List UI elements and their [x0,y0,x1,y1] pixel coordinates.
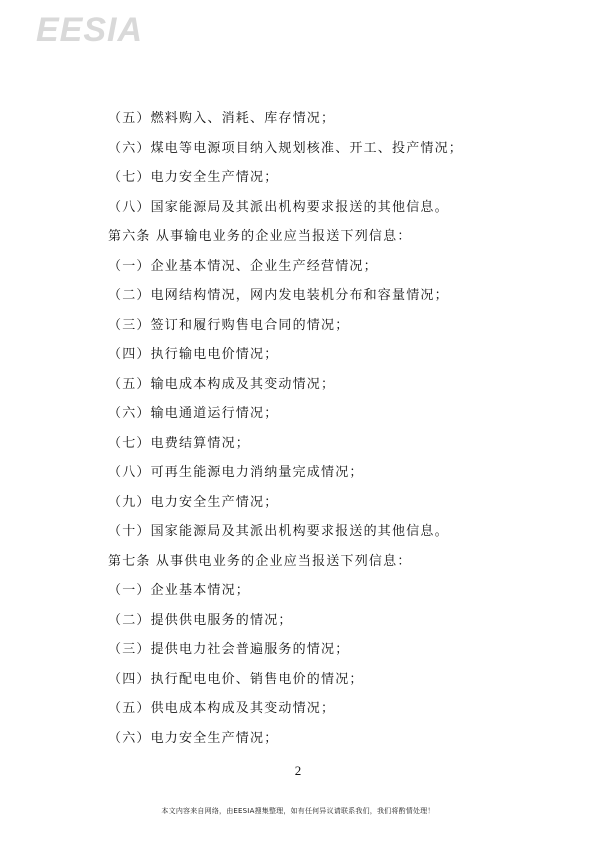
article-heading: 第六条 从事输电业务的企业应当报送下列信息： [108,229,412,244]
clause-line: （五）输电成本构成及其变动情况； [108,376,336,392]
clause-line: （六）输电通道运行情况； [108,406,279,421]
article-heading: 第七条 从事供电业务的企业应当报送下列信息： [108,553,412,569]
clause-line: （三）签订和履行购售电合同的情况； [108,317,350,333]
clause-line: （二）电网结构情况，网内发电装机分布和容量情况； [108,288,449,303]
clause-line: （七）电力安全生产情况； [108,170,279,185]
clause-line: （一）企业基本情况； [108,583,251,598]
clause-line: （六）煤电等电源项目纳入规划核准、开工、投产情况； [108,140,464,156]
clause-line: （十）国家能源局及其派出机构要求报送的其他信息。 [108,524,449,539]
clause-line: （九）电力安全生产情况； [108,494,279,510]
footer-disclaimer: 本文内容来自网络，由EESIA搜集整理，如有任何异议请联系我们，我们将酌情处理！ [161,807,435,815]
clause-line: （八）国家能源局及其派出机构要求报送的其他信息。 [108,199,449,215]
clause-line: （二）提供供电服务的情况； [108,612,293,628]
clause-line: （八）可再生能源电力消纳量完成情况； [108,465,364,480]
eesia-logo: EESIA [36,11,144,49]
clause-line: （一）企业基本情况、企业生产经营情况； [108,258,378,274]
clause-line: （四）执行配电电价、销售电价的情况； [108,671,364,687]
document-body [108,104,568,753]
page-number: 2 [294,763,302,778]
clause-line: （五）燃料购入、消耗、库存情况； [108,111,336,126]
clause-line: （三）提供电力社会普遍服务的情况； [108,642,350,657]
clause-line: （六）电力安全生产情况； [108,730,279,746]
clause-line: （五）供电成本构成及其变动情况； [108,701,336,716]
clause-line: （四）执行输电电价情况； [108,347,279,362]
clause-line: （七）电费结算情况； [108,435,251,451]
